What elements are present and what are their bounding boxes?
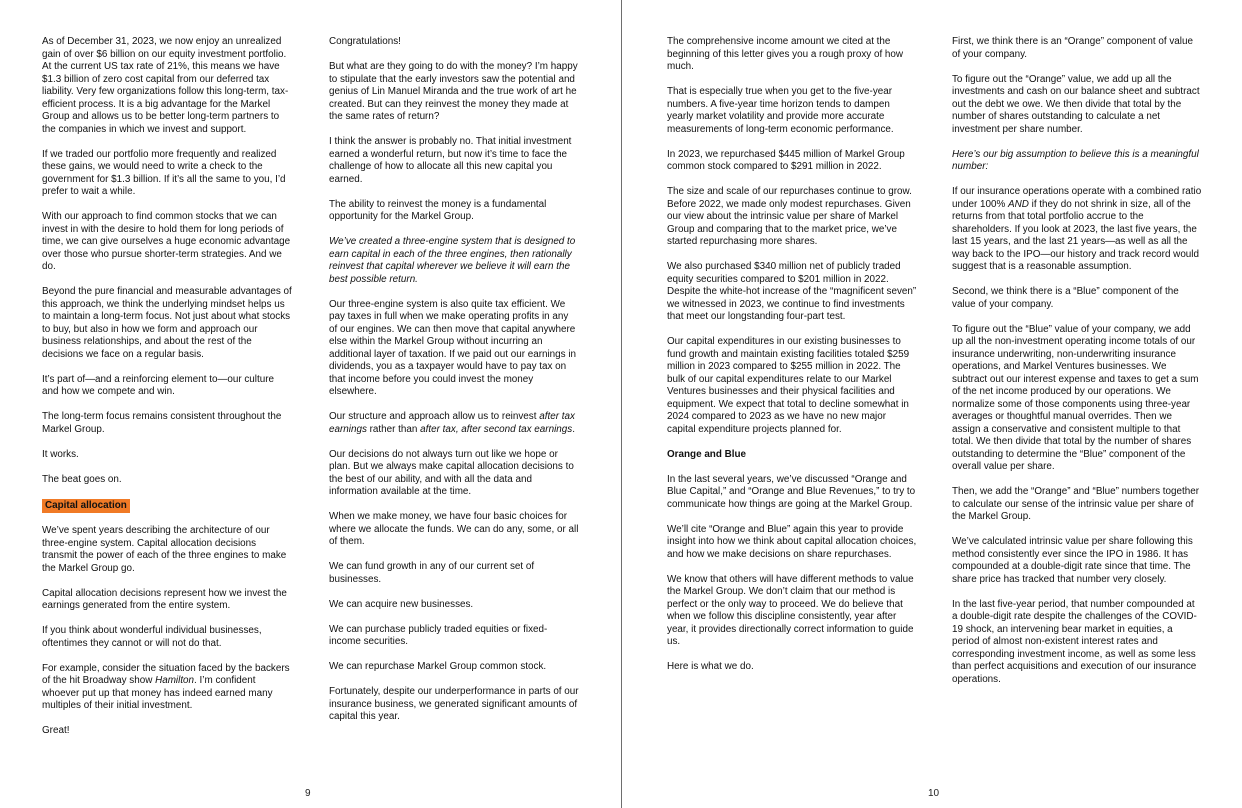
paragraph: Here is what we do. <box>667 661 754 672</box>
paragraph: But what are they going to do with the money? I’m happy to stipulate that the early investors saw the potential and genius of Lin Manuel Miranda and the true work of art he created. But can they reinvest the money they made at the same rates of return? <box>329 61 578 122</box>
paragraph: Great! <box>42 725 70 736</box>
page-number: 10 <box>928 788 940 799</box>
column-3 <box>667 36 917 686</box>
paragraph: We know that others will have different methods to value the Markel Group. We don’t claim that our method is perfect or the only way to proceed. We do believe that when we follow this discipline consistently, year after year, it provides directionally correct information to guide us. <box>667 573 914 647</box>
paragraph: The long-term focus remains consistent throughout the Markel Group. <box>42 411 282 435</box>
paragraph <box>329 411 579 436</box>
paragraph <box>329 236 579 286</box>
italic-text: Hamilton <box>155 675 195 686</box>
paragraph: When we make money, we have four basic choices for where we allocate the funds. We can do any, some, or all of them. <box>329 511 579 547</box>
paragraph: As of December 31, 2023, we now enjoy an unrealized gain of over $6 billion on our equity investment portfolio. At the current US tax rate of 21%, this means we have $1.3 billion of zero cost capital from our deferred tax liability. Very few organizations follow this long-term, tax-efficient process. It is a big advantage for the Markel Group and allows us to be better long-term partners to the companies in which we invest and support. <box>42 36 289 135</box>
paragraph: To figure out the “Blue” value of your company, we add up all the non-investment operating income totals of our insurance underwriting, non-underwriting insurance operations, and Markel Ventures businesses. We subtract out our interest expense and taxes to get a sum of the net income produced by our operations. We normalize some of those components using three-year averages or thoughtful manual overrides. Then we assign a conservative and consistent multiple to that total. We then divide that total by the number of shares outstanding to determine the “Blue” component of the overall value per share. <box>952 323 1199 472</box>
paragraph: Fortunately, despite our underperformance in parts of our insurance business, we generated significant amounts of capital this year. <box>329 686 579 722</box>
paragraph <box>952 149 1202 174</box>
paragraph <box>42 663 292 713</box>
text-run: if they do not shrink in size, all of the returns from that total portfolio accrue to the shareholders. If you look at 2023, the last five years, the last 15 years, and the last 21 years—as well as all the way back to the IPO—our history and track record would suggest that is a reasonable assumption. <box>952 198 1199 272</box>
paragraph: It works. <box>42 448 79 460</box>
paragraph: We can purchase publicly traded equities or fixed-income securities. <box>329 623 548 647</box>
paragraph: I think the answer is probably no. That initial investment earned a wonderful return, but now it’s time to face the challenge of how to allocate all this new capital you earned. <box>329 136 572 185</box>
text-run: If our insurance operations operate with a combined ratio under 100% <box>952 186 1202 210</box>
paragraph: Beyond the pure financial and measurable advantages of this approach, we think the underlying mindset helps us to maintain a long-term focus. Not just about what stocks to buy, but also in how we form and approach our business relationships, and about the rest of the decisions we face on a regular basis. <box>42 286 292 360</box>
paragraph: That is especially true when you get to the five-year numbers. A five-year time horizon tends to dampen yearly market volatility and provide more accurate measurements of long-term economic performance. <box>667 86 894 135</box>
column-4 <box>952 36 1202 699</box>
paragraph: Congratulations! <box>329 36 401 47</box>
highlighted-heading-text: Capital allocation <box>42 499 130 513</box>
paragraph: In 2023, we repurchased $445 million of Markel Group common stock compared to $291 million in 2022. <box>667 148 905 172</box>
paragraph: To figure out the “Orange” value, we add up all the investments and cash on our balance sheet and subtract out the debt we owe. We then divide that total by the number of shares outstanding to calculate a net investment per share number. <box>952 73 1200 135</box>
paragraph: Capital allocation decisions represent how we invest the earnings generated from the entire system. <box>42 587 287 611</box>
paragraph: We can repurchase Markel Group common stock. <box>329 661 547 672</box>
paragraph: The ability to reinvest the money is a fundamental opportunity for the Markel Group. <box>329 198 547 222</box>
paragraph: With our approach to find common stocks that we can invest in with the desire to hold them for long periods of time, we can give ourselves a huge economic advantage over those who pursue shorter-term strategies. And we do. <box>42 211 291 272</box>
text-run: For example, consider the situation faced by the backers of the hit Broadway show <box>42 662 290 686</box>
text-run: . I’m confident whoever put up that money has indeed earned many multiples of their initial investment. <box>42 675 273 711</box>
paragraph: Our decisions do not always turn out like we hope or plan. But we always make capital allocation decisions to the best of our ability, and with all the data and information available at the time. <box>329 448 574 497</box>
paragraph: First, we think there is an “Orange” component of value of your company. <box>952 36 1193 60</box>
text-run: . <box>572 423 575 435</box>
italic-text: We’ve created a three-engine system that is designed to earn capital in each of the three engines, then rationally reinvest that capital wherever we believe it will earn the best possible return. <box>329 236 576 285</box>
paragraph: In the last five-year period, that number compounded at a double-digit rate despite the challenges of the COVID-19 shock, an intervening bear market in equities, a period of almost non-existent interest rates and corresponding investment income, as well as some less than perfect acquisitions and execution of our insurance operations. <box>952 598 1197 685</box>
italic-text: Here’s our big assumption to believe this is a meaningful number: <box>952 148 1199 172</box>
paragraph: We can acquire new businesses. <box>329 598 474 610</box>
paragraph: We’ll cite “Orange and Blue” again this year to provide insight into how we think about capital allocation choices, and how we make decisions on share repurchases. <box>667 523 917 560</box>
paragraph: Second, we think there is a “Blue” component of the value of your company. <box>952 286 1179 310</box>
italic-text: AND <box>1008 198 1029 210</box>
column-2 <box>329 36 579 736</box>
paragraph: In the last several years, we’ve discussed “Orange and Blue Capital,” and “Orange and Blue Revenues,” to try to communicate how things are going at the Markel Group. <box>667 473 916 510</box>
column-1 <box>42 36 292 750</box>
paragraph: We’ve spent years describing the architecture of our three-engine system. Capital allocation decisions transmit the power of each of the three engines to make the Markel Group go. <box>42 525 287 574</box>
italic-text: after tax, after second tax earnings <box>420 423 573 435</box>
page-number: 9 <box>305 788 311 799</box>
paragraph: If you think about wonderful individual businesses, oftentimes they cannot or will not do that. <box>42 625 262 649</box>
paragraph <box>952 186 1202 274</box>
text-run: rather than <box>366 423 421 435</box>
text-run: Our structure and approach allow us to reinvest <box>329 411 540 422</box>
paragraph: We’ve calculated intrinsic value per share following this method consistently ever since the IPO in 1986. It has compounded at a double-digit rate since that time. The share price has tracked that number very closely. <box>952 536 1193 585</box>
paragraph: We can fund growth in any of our current set of businesses. <box>329 561 535 585</box>
paragraph: We also purchased $340 million net of publicly traded equity securities compared to $201 million in 2022. Despite the white-hot increase of the “magnificent seven” we witnessed in 2023, we continue to find investments that meet our longstanding four-part test. <box>667 261 917 322</box>
section-heading-orange-and-blue: Orange and Blue <box>667 448 747 460</box>
paragraph: The comprehensive income amount we cited at the beginning of this letter gives you a rough proxy of how much. <box>667 36 904 72</box>
paragraph: Then, we add the “Orange” and “Blue” numbers together to calculate our sense of the intrinsic value per share of the Markel Group. <box>952 486 1200 522</box>
paragraph: It’s part of—and a reinforcing element to—our culture and how we compete and win. <box>42 373 274 397</box>
section-heading-capital-allocation <box>42 499 292 513</box>
paragraph: Our three-engine system is also quite tax efficient. We pay taxes in full when we make operating profits in any of our engines. We can then move that capital anywhere else within the Markel Group without incurring an additional layer of taxation. If we paid out our earnings in dividends, you as a taxpayer would have to pay tax on that income before you could invest the money elsewhere. <box>329 298 577 397</box>
paragraph: Our capital expenditures in our existing businesses to fund growth and maintain existing facilities totaled $259 million in 2023 compared to $255 million in 2022. The bulk of our capital expenditures relate to our Markel Ventures businesses and their physical facilities and equipment. We expect that total to decline somewhat in 2024 compared to 2023 as we have no new major capital expenditure projects planned for. <box>667 336 910 435</box>
paragraph: The size and scale of our repurchases continue to grow. Before 2022, we made only modest repurchases. Given our view about the intrinsic value per share of Markel Group and comparing that to the market price, we’ve started repurchasing more shares. <box>667 186 912 247</box>
italic-text: after tax earnings <box>329 411 575 435</box>
paragraph: The beat goes on. <box>42 473 122 485</box>
right-page <box>622 0 1242 808</box>
paragraph: If we traded our portfolio more frequently and realized these gains, we would need to write a check to the government for $1.3 billion. If it’s all the same to you, I’d prefer to wait a while. <box>42 148 286 197</box>
